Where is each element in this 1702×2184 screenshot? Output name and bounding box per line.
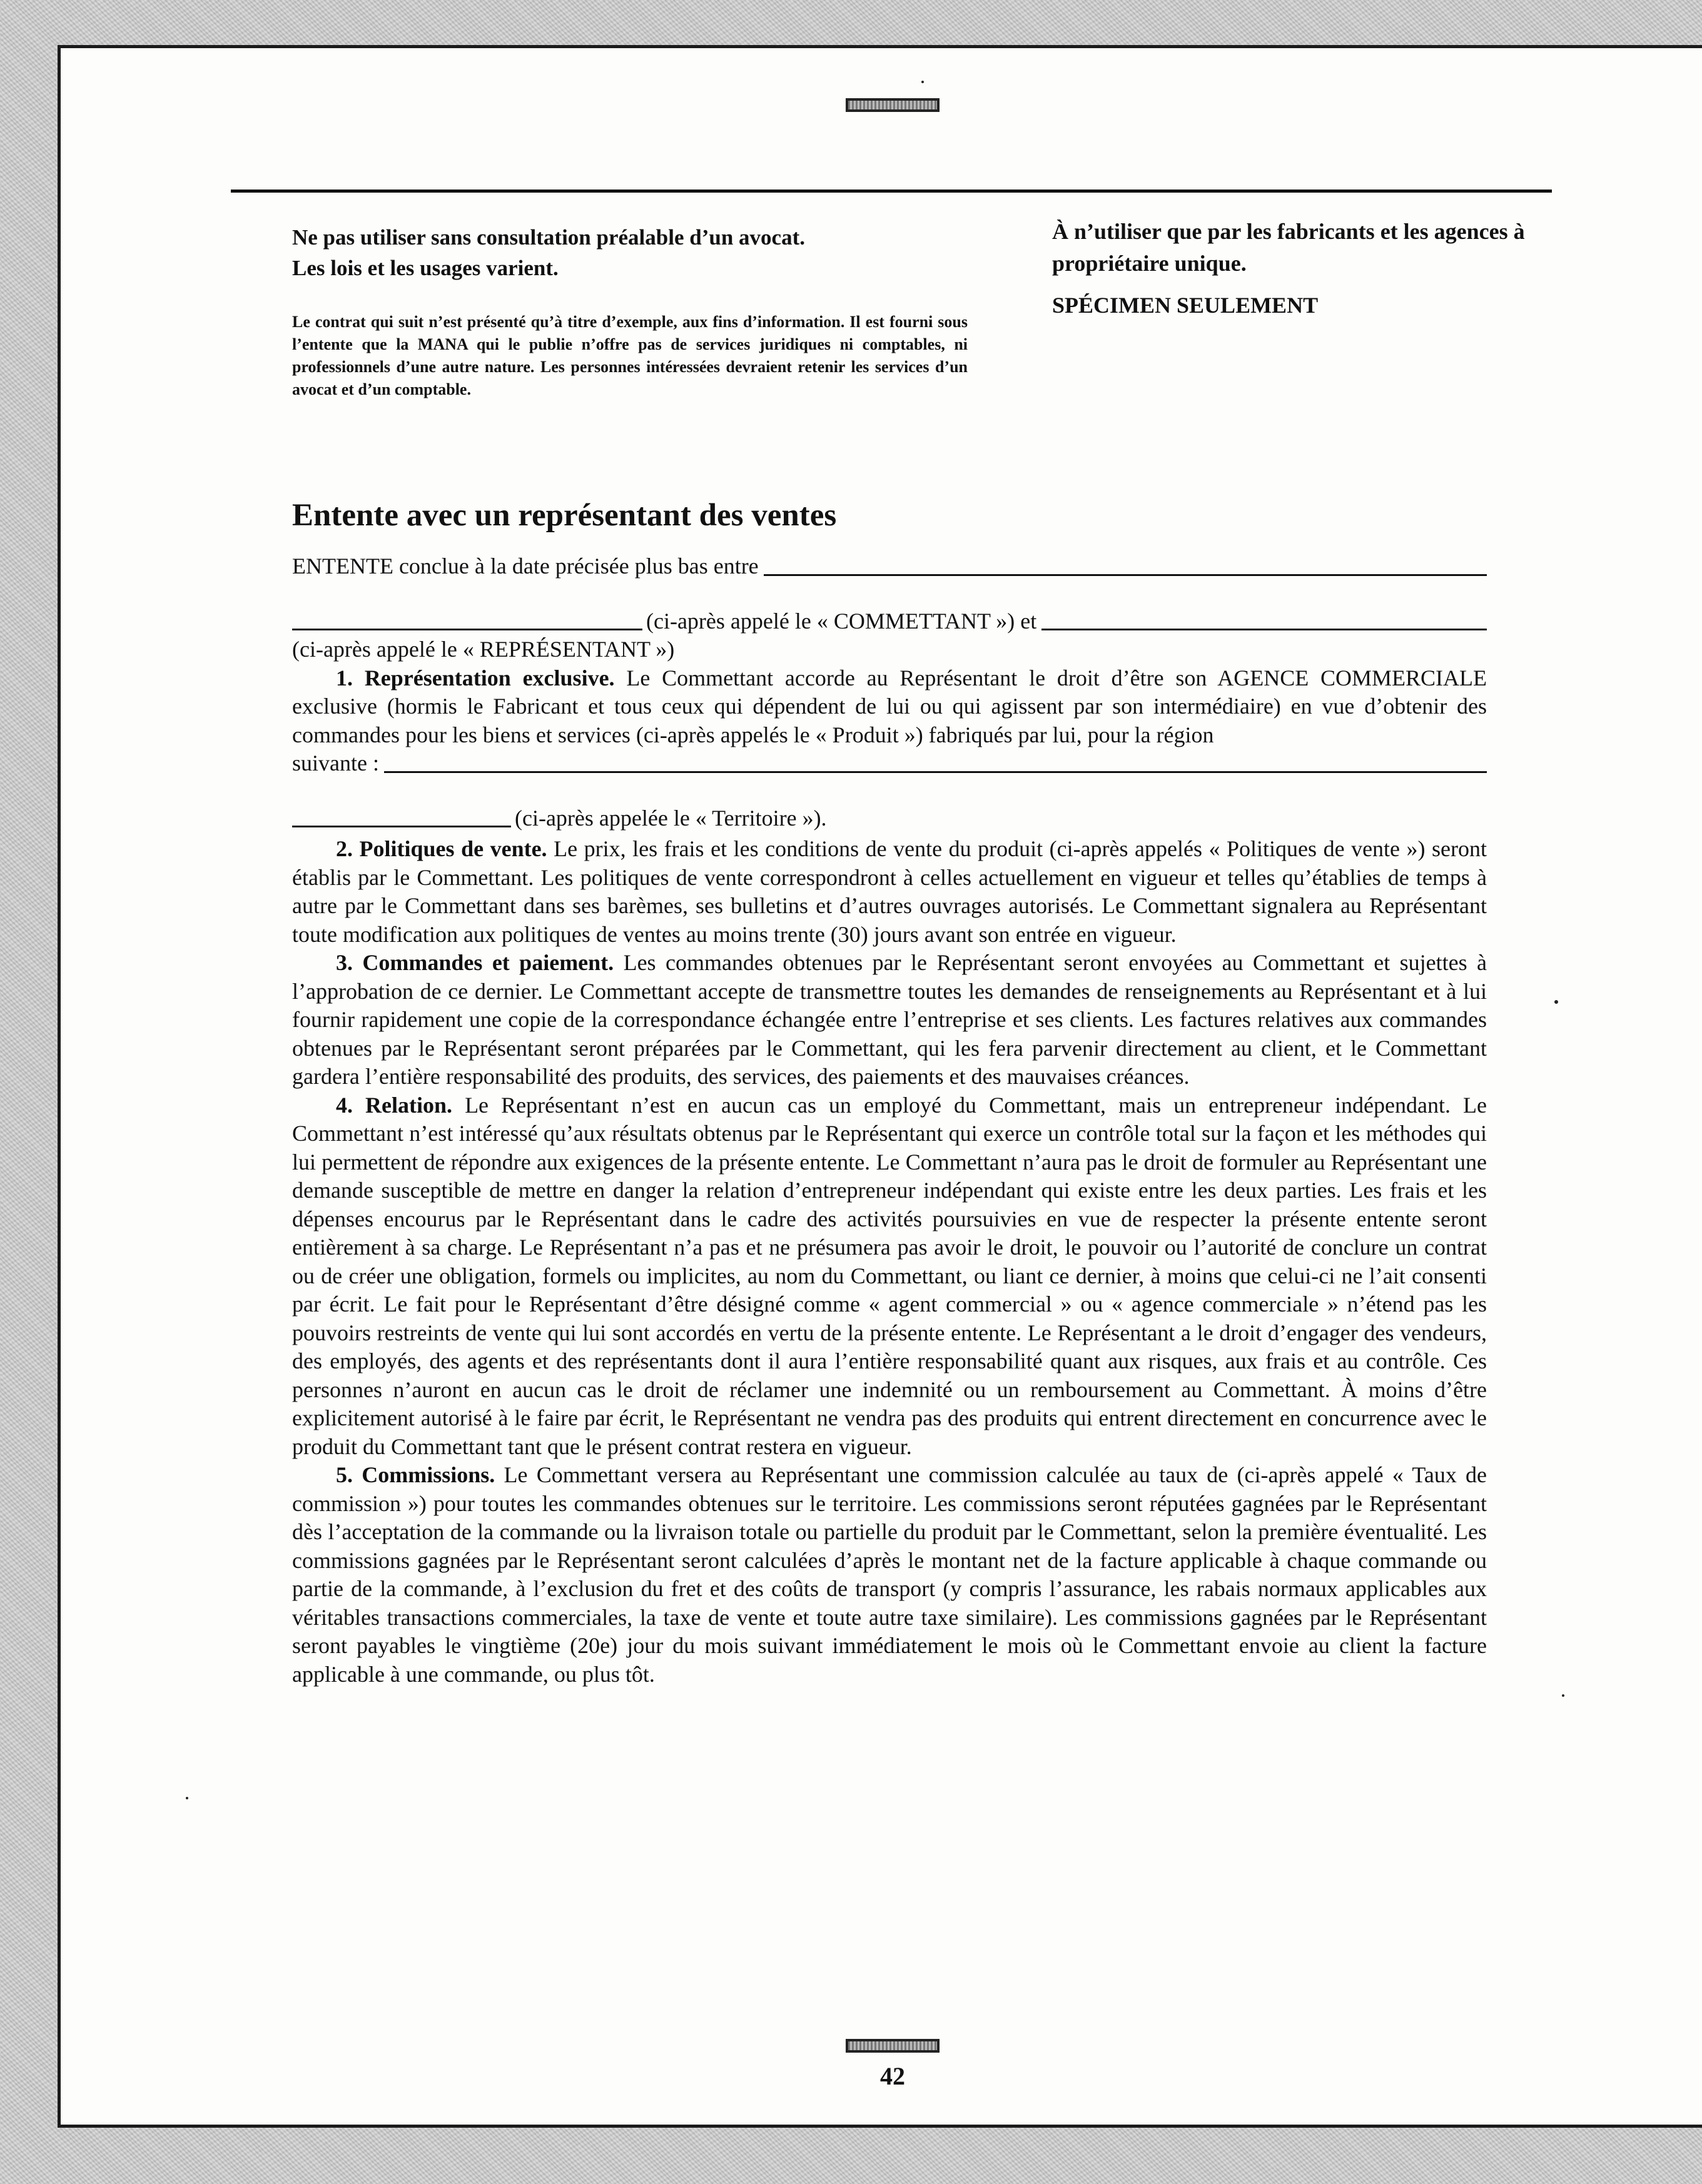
section-2: [292, 835, 1487, 949]
section-4: [292, 1091, 1487, 1462]
territory-prefix: suivante :: [292, 751, 379, 776]
commettant-blank: [292, 610, 642, 630]
section-number: 2.: [336, 836, 353, 861]
territory-line-2: [292, 804, 1487, 833]
scan-speck: [921, 81, 924, 83]
section-text: Le Commettant accorde au Représentant le droit d’être son AGENCE COMMERCIALE exclusive (hormis le Fabricant et tous ceux qui dépendent de lui ou qui agissent par son intermédiaire) en vue d’obtenir des commandes pour les biens et services (ci-après appelés le « Produit ») fabriqués par lui, pour la région: [292, 665, 1487, 747]
parties-line: [292, 607, 1487, 636]
section-number: 5.: [336, 1462, 353, 1487]
section-heading: Commissions.: [362, 1462, 495, 1487]
scan-speck: [1554, 1000, 1558, 1004]
usage-notice: À n’utiliser que par les fabricants et les agences à propriétaire unique.: [1052, 219, 1525, 276]
section-text: Les commandes obtenues par le Représentant seront envoyées au Commettant et sujettes à l’approbation de ce dernier. Le Commettant accepte de transmettre toutes les demandes de renseignements au Représentant et à lui fournir rapidement une copie de la correspondance échangée entre l’entreprise et ses clients. Les factures relatives aux commandes obtenues par le Représentant seront préparées par le Commettant, qui les fera parvenir directement au client, et le Commettant gardera l’entière responsabilité des produits, des services, des paiements et des mauvaises créances.: [292, 950, 1487, 1089]
date-blank: [764, 555, 1487, 576]
representant-blank: [1041, 610, 1487, 630]
intro-prefix: ENTENTE conclue à la date précisée plus bas entre: [292, 554, 759, 579]
specimen-label: SPÉCIMEN SEULEMENT: [1052, 293, 1319, 318]
document-title: Entente avec un représentant des ventes: [292, 498, 837, 533]
section-text: Le Commettant versera au Représentant une commission calculée au taux de (ci-après appelé « Taux de commission ») pour toutes les commandes obtenues sur le territoire. Les commissions seront réputées gagnées par le Représentant dès l’acceptation de la commande ou la livraison totale ou partielle du produit par le Commettant, selon la première éventualité. Les commissions gagnées par le Représentant seront calculées d’après le montant net de la facture applicable à chaque commande ou partie de la commande, à l’exclusion du fret et des coûts de transport (y compris l’assurance, les rabais normaux applicables aux véritables transactions commerciales, la taxe de vente et toute autre taxe similaire). Les commissions gagnées par le Représentant seront payables le vingtième (20e) jour du mois suivant immédiatement le mois où le Commettant envoie au client la facture applicable à une commande, ou plus tôt.: [292, 1462, 1487, 1687]
section-heading: Représentation exclusive.: [364, 665, 615, 690]
header-rule: [231, 190, 1552, 193]
section-number: 1.: [336, 665, 353, 690]
top-page-marker: [846, 98, 940, 112]
agreement-body: [292, 552, 1487, 1689]
section-number: 4.: [336, 1092, 353, 1118]
legal-warning-line-1: Ne pas utiliser sans consultation préalable d’un avocat.: [292, 225, 805, 250]
territory-text: (ci-après appelée le « Territoire »).: [515, 805, 827, 831]
representant-text: (ci-après appelé le « REPRÉSENTANT »): [292, 637, 675, 662]
scan-speck: [1562, 1694, 1564, 1697]
scan-speck: [186, 1797, 188, 1799]
page-number: 42: [880, 2062, 905, 2090]
disclaimer-text: Le contrat qui suit n’est présenté qu’à titre d’exemple, aux fins d’information. Il est fourni sous l’entente que la MANA qui le publie n’offre pas de services juridiques ni comptables, ni professionnels d’une autre nature. Les personnes intéressées devraient retenir les services d’un avocat et d’un comptable.: [292, 313, 968, 398]
territory-blank-2: [292, 807, 511, 827]
section-heading: Relation.: [365, 1092, 453, 1118]
intro-line: [292, 552, 1487, 581]
legal-warning-line-2: Les lois et les usages varient.: [292, 256, 559, 280]
section-3: [292, 949, 1487, 1091]
territory-line-1: [292, 749, 1487, 778]
section-heading: Commandes et paiement.: [362, 950, 614, 975]
section-heading: Politiques de vente.: [359, 836, 547, 861]
section-number: 3.: [336, 950, 353, 975]
bottom-page-marker: [846, 2039, 940, 2053]
legal-warning: [292, 222, 1011, 283]
document-page: [58, 45, 1702, 2128]
commettant-text: (ci-après appelé le « COMMETTANT ») et: [646, 608, 1037, 634]
section-5: [292, 1461, 1487, 1689]
section-text: Le Représentant n’est en aucun cas un employé du Commettant, mais un entrepreneur indépendant. Le Commettant n’est intéressé qu’aux résultats obtenus par le Représentant qui exerce un contrôle total sur la façon et les méthodes qui lui permettent de répondre aux exigences de la présente entente. Le Commettant n’aura pas le droit de formuler au Représentant une demande susceptible de mettre en danger la relation d’entrepreneur indépendant qui existe entre les deux parties. Les frais et les dépenses encourus par le Représentant dans le cadre des activités poursuivies en vue de respecter la présente entente seront entièrement à sa charge. Le Représentant n’a pas et ne présumera pas avoir le droit, le pouvoir ou l’autorité de conclure un contrat ou de créer une obligation, formels ou implicites, au nom du Commettant, ou liant ce dernier, à moins que celui-ci ne l’ait consenti par écrit. Le fait pour le Représentant d’être désigné comme « agent commercial » ou « agence commerciale » n’étend pas les pouvoirs restreints de vente qui lui sont accordés en vertu de la présente entente. Le Représentant a le droit d’engager des vendeurs, des employés, des agents et des représentants dont il aura l’entière responsabilité quant aux risques, aux frais et au contrôle. Ces personnes n’auront en aucun cas le droit de réclamer une indemnité ou un remboursement au Commettant. À moins d’être explicitement autorisé à le faire par écrit, le Représentant ne vendra pas des produits qui entrent directement en concurrence avec le produit du Commettant tant que le présent contrat restera en vigueur.: [292, 1092, 1487, 1459]
section-text: Le prix, les frais et les conditions de vente du produit (ci-après appelés « Politiques de vente ») seront établis par le Commettant. Les politiques de vente correspondront à celles actuellement en vigueur et telles qu’établies de temps à autre par le Commettant dans ses barèmes, ses bulletins et d’autres ouvrages autorisés. Le Commettant signalera au Représentant toute modification aux politiques de ventes au moins trente (30) jours avant son entrée en vigueur.: [292, 836, 1487, 947]
section-1: [292, 664, 1487, 750]
territory-blank-1: [384, 752, 1487, 773]
